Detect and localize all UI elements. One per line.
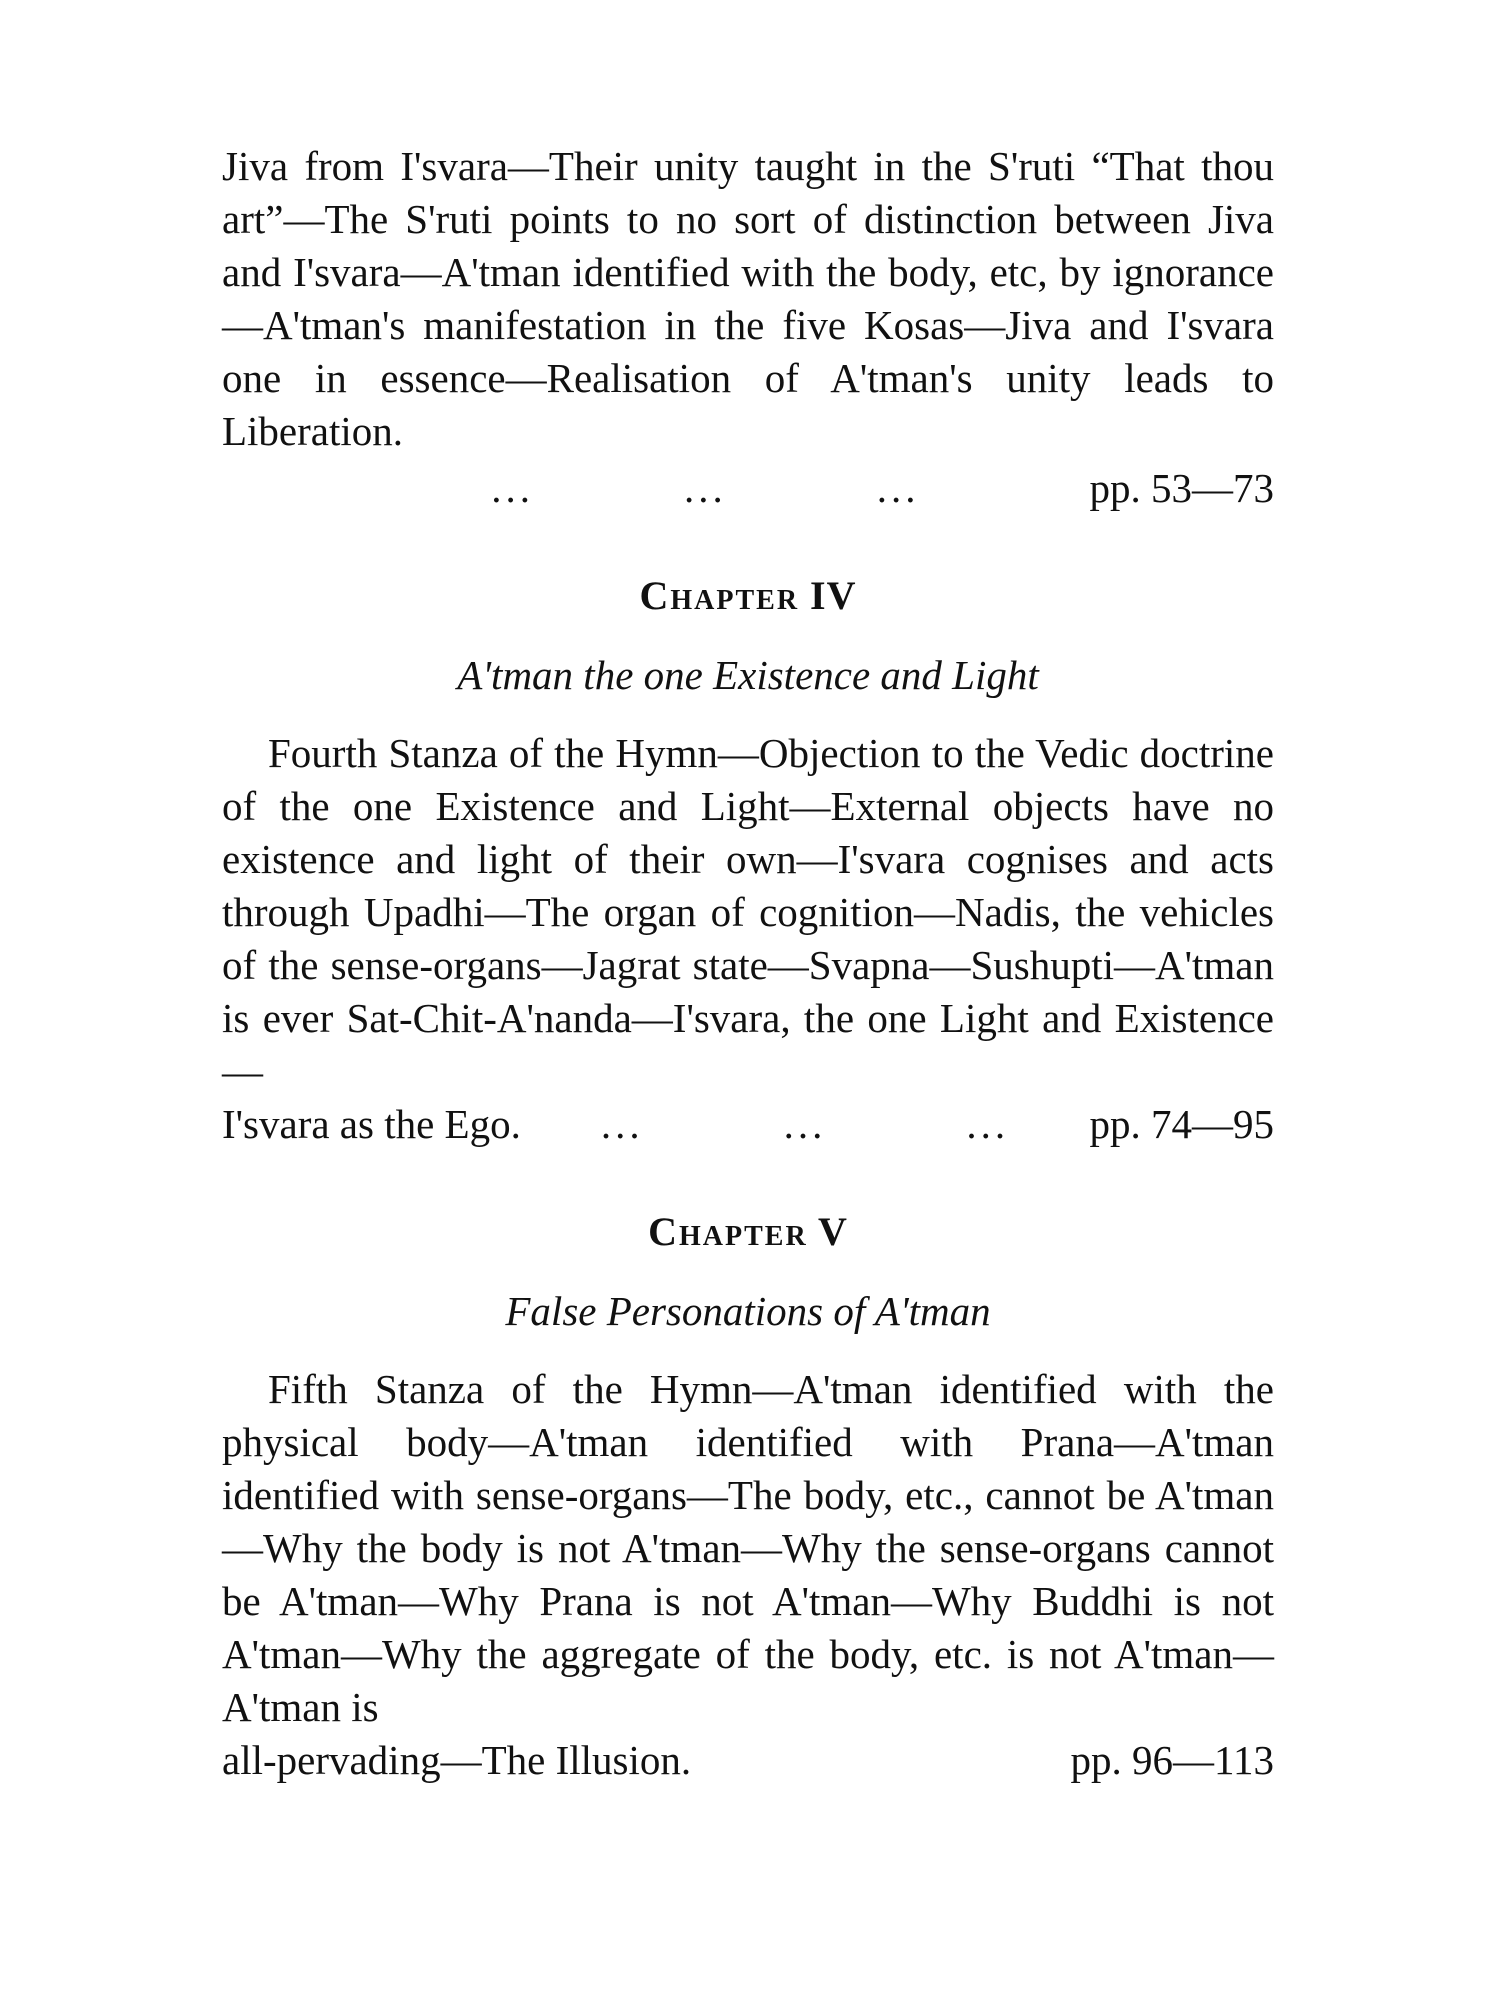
chapter-5 [222, 1207, 1274, 1787]
chapter-4-text: Fourth Stanza of the Hymn—Objection to the Vedic doctrine of the one Existence and Light—External objects have no existence and light of their own—I'svara cognises and acts through Upadhi—The organ of cognition—Nadis, the vehicles of the sense-organs—Jagrat state—Svapna—Sushupti—A'tman is ever Sat-Chit-A'nanda—I'svara, the one Light and Existence— [222, 730, 1274, 1094]
leader-dots: ... [783, 1101, 827, 1147]
chapter-5-last-line-text: all-pervading—The Illusion. [222, 1737, 692, 1783]
chapter-4-subtitle: A'tman the one Existence and Light [457, 652, 1039, 698]
chapter-4-heading-number: IV [810, 573, 857, 618]
chapter-4-heading [222, 571, 1274, 621]
chapter-4-last-line [222, 1098, 1274, 1151]
chapter-3-summary [222, 140, 1274, 515]
chapter-5-heading-word: Chapter [648, 1209, 808, 1254]
leader-dots: ... [684, 465, 727, 511]
contents-page [222, 140, 1274, 1787]
chapter-3-page-ref [222, 462, 1274, 515]
chapter-4 [222, 571, 1274, 1151]
leader-dots: ... [600, 1101, 644, 1147]
chapter-3-pages: pp. 53—73 [1089, 465, 1274, 511]
chapter-5-heading [222, 1207, 1274, 1257]
chapter-5-pages: pp. 96—113 [1070, 1737, 1274, 1783]
chapter-4-pages: pp. 74—95 [1089, 1101, 1274, 1147]
chapter-5-subtitle: False Personations of A'tman [505, 1288, 991, 1334]
chapter-4-heading-word: Chapter [639, 573, 800, 618]
chapter-3-text: Jiva from I'svara—Their unity taught in the S'ruti “That thou art”—The S'ruti points to no sort of distinction between Jiva and I'svara—A'tman identified with the body, etc, by ignorance—A'tman's manifestation in the five Kosas—Jiva and I'svara one in essence—Realisation of A'tman's unity leads to Liberation. [222, 143, 1274, 454]
leader-dots: ... [966, 1101, 1010, 1147]
chapter-5-text: Fifth Stanza of the Hymn—A'tman identified with the physical body—A'tman identified with Prana—A'tman identified with sense-organs—The body, etc., cannot be A'tman—Why the body is not A'tman—Why the sense-organs cannot be A'tman—Why Prana is not A'tman—Why Buddhi is not A'tman—Why the aggregate of the body, etc. is not A'tman—A'tman is [222, 1366, 1274, 1730]
leader-dots: ... [876, 465, 920, 511]
chapter-4-last-line-text: I'svara as the Ego. [222, 1101, 521, 1147]
leader-dots: ... [491, 465, 534, 511]
chapter-5-heading-number: V [817, 1209, 848, 1254]
chapter-5-last-line [222, 1734, 1274, 1787]
